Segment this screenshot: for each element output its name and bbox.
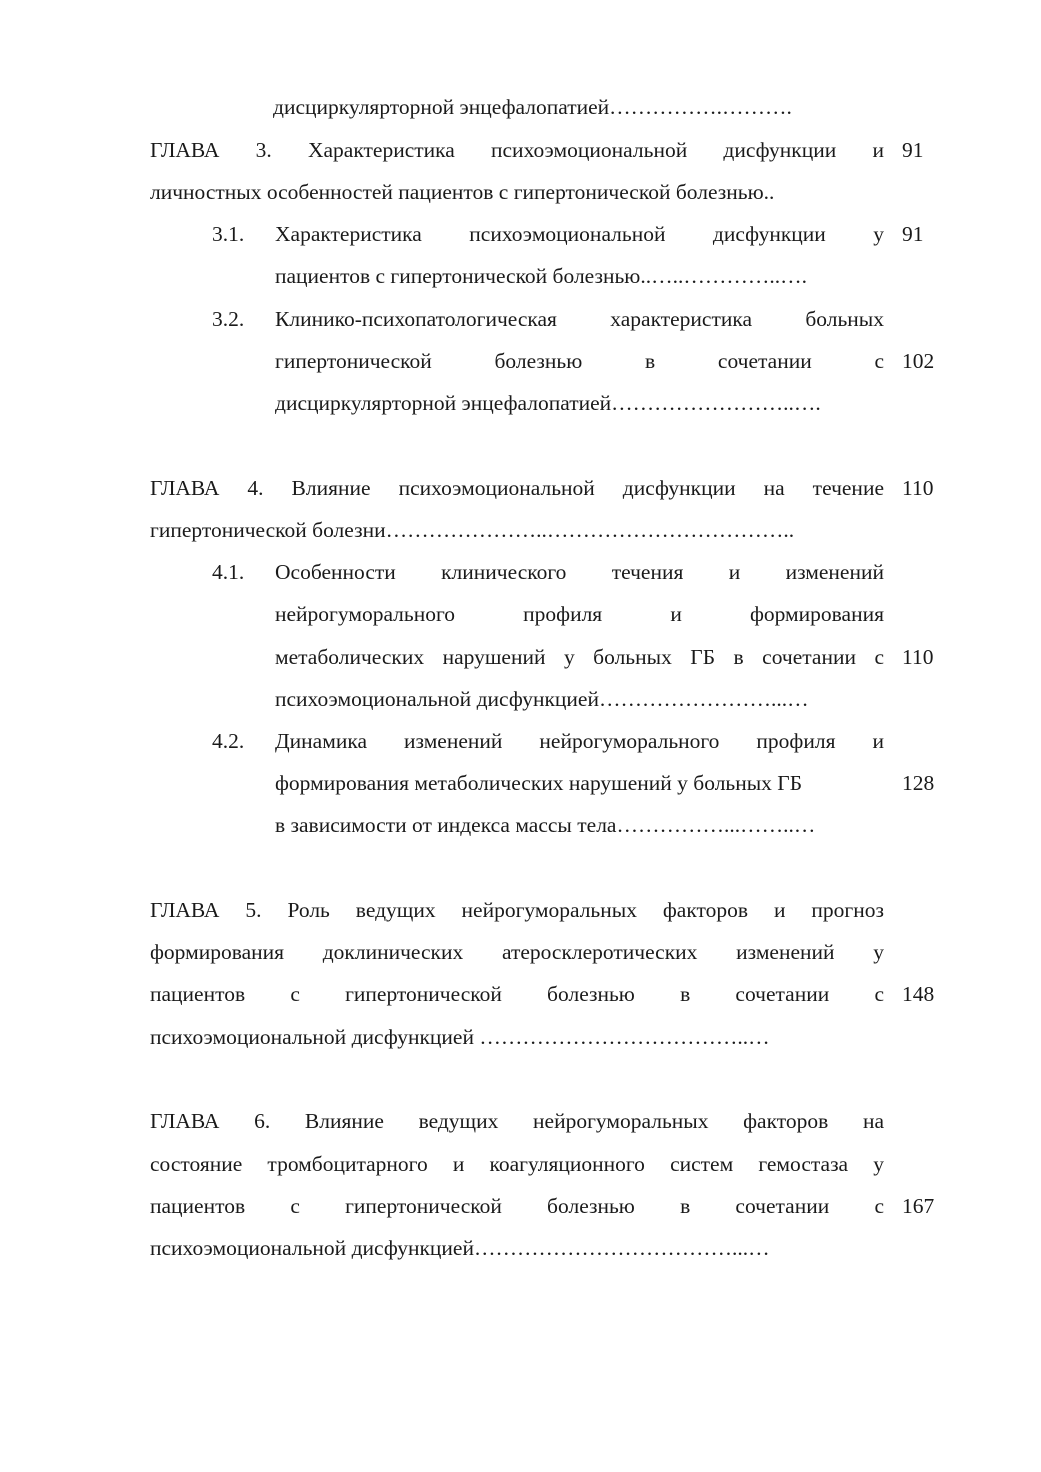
- toc-page-number: 167: [902, 1194, 935, 1218]
- toc-page-number: 91: [902, 138, 924, 162]
- toc-entry-line: ГЛАВА 6. Влияние ведущих нейрогуморальных факторов на: [150, 1109, 884, 1133]
- toc-entry-line: пациентов с гипертонической болезнью..…..…………..….: [275, 264, 807, 288]
- toc-entry-line: формирования метаболических нарушений у больных ГБ: [275, 771, 803, 795]
- toc-section-number: 4.2.: [212, 729, 245, 753]
- toc-entry-line: психоэмоциональной дисфункцией………………………………...…: [150, 1236, 770, 1260]
- toc-entry-line: Характеристика психоэмоциональной дисфункции у: [275, 222, 884, 246]
- toc-page-number: 128: [902, 771, 935, 795]
- toc-entry-line: состояние тромбоцитарного и коагуляционного систем гемостаза у: [150, 1152, 884, 1176]
- toc-page-number: 110: [902, 645, 934, 669]
- toc-entry-line: дисциркулярторной энцефалопатией……………………..….: [275, 391, 821, 415]
- toc-page-number: 110: [902, 476, 934, 500]
- toc-entry-line: ГЛАВА 4. Влияние психоэмоциональной дисфункции на течение: [150, 476, 884, 500]
- toc-entry-line: нейрогуморального профиля и формирования: [275, 602, 884, 626]
- toc-entry-line: личностных особенностей пациентов с гипертонической болезнью..: [150, 180, 775, 204]
- toc-page-number: 148: [902, 982, 935, 1006]
- toc-page-number: 91: [902, 222, 924, 246]
- toc-entry-line: психоэмоциональной дисфункцией……………………...…: [275, 687, 809, 711]
- toc-entry-line: в зависимости от индекса массы тела……………...……..…: [275, 813, 816, 837]
- toc-entry-line: гипертонической болезнью в сочетании с: [275, 349, 884, 373]
- toc-entry-line: Динамика изменений нейрогуморального профиля и: [275, 729, 884, 753]
- toc-entry-line: метаболических нарушений у больных ГБ в сочетании с: [275, 645, 884, 669]
- toc-section-number: 3.2.: [212, 307, 245, 331]
- toc-page-number: 102: [902, 349, 935, 373]
- toc-entry-line: ГЛАВА 3. Характеристика психоэмоциональной дисфункции и: [150, 138, 884, 162]
- toc-section-number: 4.1.: [212, 560, 245, 584]
- toc-entry-line: формирования доклинических атеросклеротических изменений у: [150, 940, 884, 964]
- toc-entry-line: гипертонической болезни…………………..……………………………..: [150, 518, 795, 542]
- toc-continuation-line: дисциркулярторной энцефалопатией…………….……….: [273, 95, 792, 119]
- toc-entry-line: пациентов с гипертонической болезнью в сочетании с: [150, 982, 884, 1006]
- toc-section-number: 3.1.: [212, 222, 245, 246]
- toc-entry-line: Особенности клинического течения и изменений: [275, 560, 884, 584]
- toc-entry-line: Клинико-психопатологическая характеристика больных: [275, 307, 884, 331]
- toc-entry-line: ГЛАВА 5. Роль ведущих нейрогуморальных факторов и прогноз: [150, 898, 884, 922]
- toc-entry-line: психоэмоциональной дисфункцией ………………………………..…: [150, 1025, 770, 1049]
- toc-entry-line: пациентов с гипертонической болезнью в сочетании с: [150, 1194, 884, 1218]
